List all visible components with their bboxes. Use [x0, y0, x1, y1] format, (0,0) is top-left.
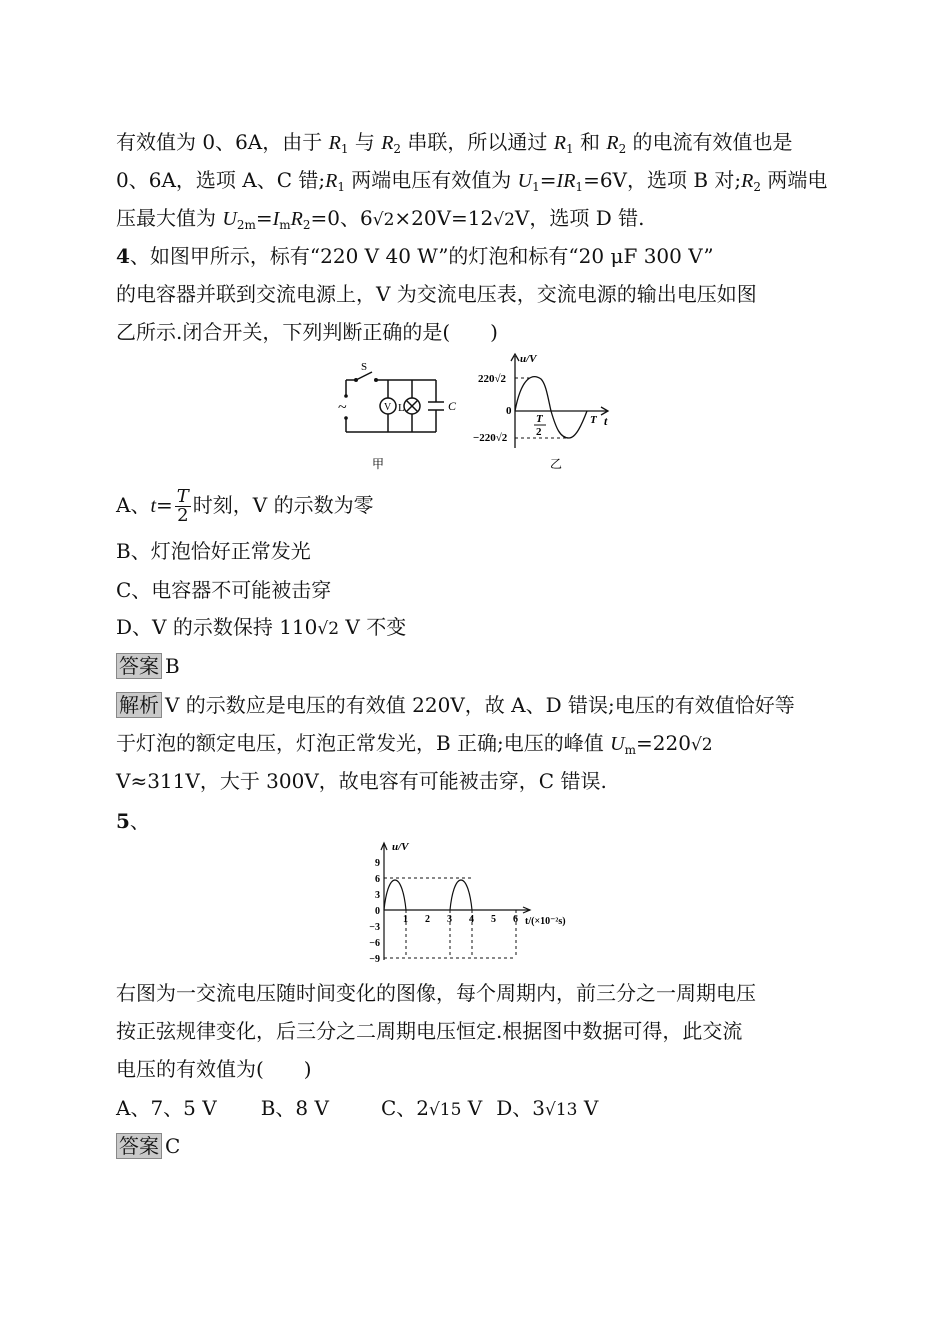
- q5-number: 5、: [116, 809, 150, 833]
- q5-stem-line-1: 右图为一交流电压随时间变化的图像，每个周期内，前三分之一周期电压: [116, 981, 756, 1005]
- q4-circuit-diagram: [332, 358, 472, 476]
- switch-contact: [374, 378, 378, 382]
- graph-ytick: 9: [375, 858, 380, 869]
- lamp-label: L: [398, 402, 405, 414]
- q4-analysis-line-3: V≈311V，大于 300V，故电容有可能被击穿，C 错误.: [116, 769, 607, 793]
- q4-answer: [116, 653, 180, 679]
- analysis-continued-line-3: 压最大值为 $U_{2m}=I_mR_2=0$、6√2×20V=12√2V，选项 D 错.: [116, 206, 645, 232]
- answer-value: C: [165, 1134, 181, 1158]
- q5-option-b: B、8 V: [260, 1096, 329, 1120]
- switch-label: S: [361, 361, 368, 373]
- q5-option-c: C、2√15 V: [380, 1096, 483, 1120]
- q5-stem-line-2: 按正弦规律变化，后三分之二周期电压恒定.根据图中数据可得，此交流: [116, 1019, 743, 1043]
- q5-answer: [116, 1133, 180, 1159]
- waveform-period-label: T: [590, 414, 597, 426]
- waveform-ylabel: u/V: [520, 353, 537, 365]
- ac-source-symbol: ~: [338, 399, 347, 416]
- graph-xtick: 4: [469, 914, 474, 925]
- graph-ytick: −6: [369, 938, 380, 949]
- q4-option-b: B、灯泡恰好正常发光: [116, 539, 311, 563]
- waveform-ytick-top: 220√2: [478, 373, 507, 385]
- graph-ytick: 6: [375, 874, 380, 885]
- q4-analysis-line-1: 解析 V 的示数应是电压的有效值 220V，故 A、D 错误;电压的有效值恰好等: [116, 692, 795, 718]
- graph-ylabel: u/V: [392, 841, 409, 853]
- figure-caption-yi: 乙: [550, 457, 563, 471]
- answer-tag: 答案: [116, 653, 162, 679]
- graph-ytick: 3: [375, 890, 380, 901]
- q5-stem-line-3: 电压的有效值为( ): [116, 1057, 312, 1081]
- analysis-tag: 解析: [116, 692, 162, 718]
- waveform-ytick-bottom: −220√2: [473, 432, 508, 444]
- waveform-half-period-den: 2: [536, 426, 542, 438]
- q5-voltage-graph: [362, 840, 592, 965]
- q5-option-a: A、7、5 V: [116, 1096, 217, 1120]
- q4-analysis-line-2: 于灯泡的额定电压，灯泡正常发光，B 正确;电压的峰值 $U_m=220√2$: [116, 731, 713, 757]
- q4-voltage-waveform: [470, 348, 615, 474]
- q5-option-d: D、3√13 V: [496, 1096, 599, 1120]
- graph-ytick: −3: [369, 922, 380, 933]
- graph-xlabel: t/(×10⁻²s): [525, 916, 566, 927]
- waveform-xlabel: t: [604, 414, 608, 428]
- graph-xtick: 5: [491, 914, 496, 925]
- graph-xtick: 1: [403, 914, 408, 925]
- q5-options: [116, 1095, 598, 1123]
- graph-xtick: 6: [513, 914, 518, 925]
- q4-stem-line-3: 乙所示.闭合开关，下列判断正确的是( ): [116, 320, 498, 344]
- q4-stem-line-2: 的电容器并联到交流电源上，V 为交流电压表，交流电源的输出电压如图: [116, 282, 757, 306]
- answer-value: B: [165, 654, 180, 678]
- q4-stem-line-1: 4、如图甲所示，标有“220 V 40 W”的灯泡和标有“20 μF 300 V”: [116, 244, 714, 268]
- q4-option-d: D、V 的示数保持 110√2 V 不变: [116, 615, 407, 639]
- graph-xtick: 3: [447, 914, 452, 925]
- analysis-continued-line-2: 0、6A，选项 A、C 错$;R_1$ 两端电压有效值为 $U_1=IR_1=6V$，选项 B 对$;R_2$ 两端电: [116, 168, 828, 194]
- switch-pivot: [354, 378, 358, 382]
- graph-ytick: −9: [369, 954, 380, 965]
- graph-xtick: 2: [425, 914, 430, 925]
- voltmeter-label: V: [384, 402, 392, 413]
- waveform-half-period-num: T: [536, 413, 543, 425]
- q4-option-a: A、t= $\frac{T}{2}$ 时刻，V 的示数为零: [116, 486, 374, 526]
- answer-tag: 答案: [116, 1133, 162, 1159]
- q4-option-c: C、电容器不可能被击穿: [116, 578, 332, 602]
- capacitor-label: C: [448, 399, 457, 413]
- waveform-ytick-zero: 0: [506, 405, 512, 417]
- analysis-continued-line-1: 有效值为 0、6A，由于 $R_1$ 与 $R_2$ 串联，所以通过 $R_1$ 和 $R_2$ 的电流有效值也是: [116, 130, 793, 156]
- graph-ytick: 0: [375, 906, 380, 917]
- figure-caption-jia: 甲: [372, 457, 385, 471]
